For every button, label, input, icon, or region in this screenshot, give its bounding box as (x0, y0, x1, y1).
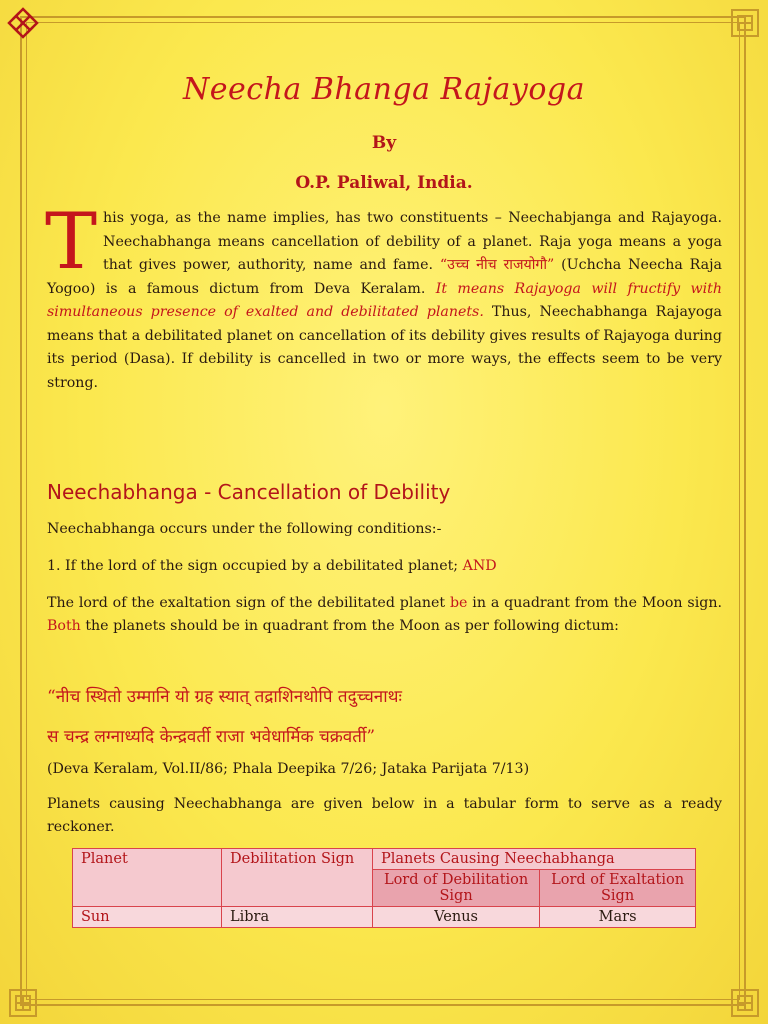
section-heading: Neechabhanga - Cancellation of Debility (47, 480, 451, 504)
conditions-intro: Neechabhanga occurs under the following conditions:- (47, 521, 442, 537)
cell-sign: Libra (222, 907, 373, 928)
hindi-dictum: “उच्च नीच राजयोगौ” (439, 257, 555, 273)
byline-label: By (371, 133, 397, 153)
header-planet: Planet (73, 849, 222, 907)
reference-citation: (Deva Keralam, Vol.II/86; Phala Deepika 7/26; Jataka Parijata 7/13) (47, 761, 530, 777)
neechabhanga-table (72, 848, 696, 928)
condition-2-be: be (449, 595, 468, 611)
corner-ornament-icon (728, 986, 762, 1020)
condition-2-text-a: The lord of the exaltation sign of the debilitated planet (47, 595, 450, 611)
table-row (73, 907, 696, 928)
intro-paragraph (45, 197, 722, 395)
corner-ornament-icon (728, 6, 762, 40)
condition-2-text-c: the planets should be in quadrant from the Moon as per following dictum: (80, 618, 619, 634)
condition-2-both: Both (47, 618, 81, 634)
condition-1-text: 1. If the lord of the sign occupied by a debilitated planet; (47, 558, 463, 574)
intro-text-2: (Uchcha Neecha Raja Yogoo) is a famous dictum from Deva Keralam. (47, 257, 722, 297)
drop-cap: T (45, 197, 98, 287)
condition-1 (47, 555, 722, 578)
condition-1-and: AND (462, 558, 497, 574)
intro-text-1: his yoga, as the name implies, has two constituents – Neechabjanga and Rajayoga. Neechabhanga means cancellation of debility of a planet. Raja yoga means a yoga that gives power, authority, name and fame. (103, 210, 722, 273)
header-debilitation-sign: Debilitation Sign (222, 849, 373, 907)
shloka-line-1: “नीच स्थितो उम्मानि यो ग्रह स्यात् तद्राशिनथोपि तदुच्चनाथः (47, 687, 402, 707)
header-planets-causing: Planets Causing Neechabhanga (373, 849, 696, 870)
shloka-line-2: स चन्द्र लग्नाध्यदि केन्द्रवर्ती राजा भवेधार्मिक चक्रवर्ती” (47, 727, 376, 747)
intro-highlight: It means Rajayoga will fructify with simultaneous presence of exalted and debilitated planets. (47, 280, 722, 320)
header-lord-debilitation: Lord of Debilitation Sign (373, 870, 540, 907)
header-lord-exaltation: Lord of Exaltation Sign (540, 870, 696, 907)
author-name: O.P. Paliwal, India. (295, 173, 473, 193)
condition-2-text-b: in a quadrant from the Moon sign. (467, 595, 722, 611)
corner-ornament-icon (6, 986, 40, 1020)
condition-2 (47, 592, 722, 638)
cell-lord-deb: Venus (373, 907, 540, 928)
cell-lord-exalt: Mars (540, 907, 696, 928)
intro-text-3: Thus, Neechabhanga Rajayoga means that a debilitated planet on cancellation of its debility gives results of Rajayoga during its period (Dasa). If debility is cancelled in two or more ways, the effects seem to be very strong. (47, 304, 722, 391)
endless-knot-icon (6, 6, 40, 40)
cell-planet: Sun (73, 907, 222, 928)
document-title: Neecha Bhanga Rajayoga (183, 72, 585, 107)
table-intro: Planets causing Neechabhanga are given below in a tabular form to serve as a ready reckoner. (47, 796, 722, 835)
